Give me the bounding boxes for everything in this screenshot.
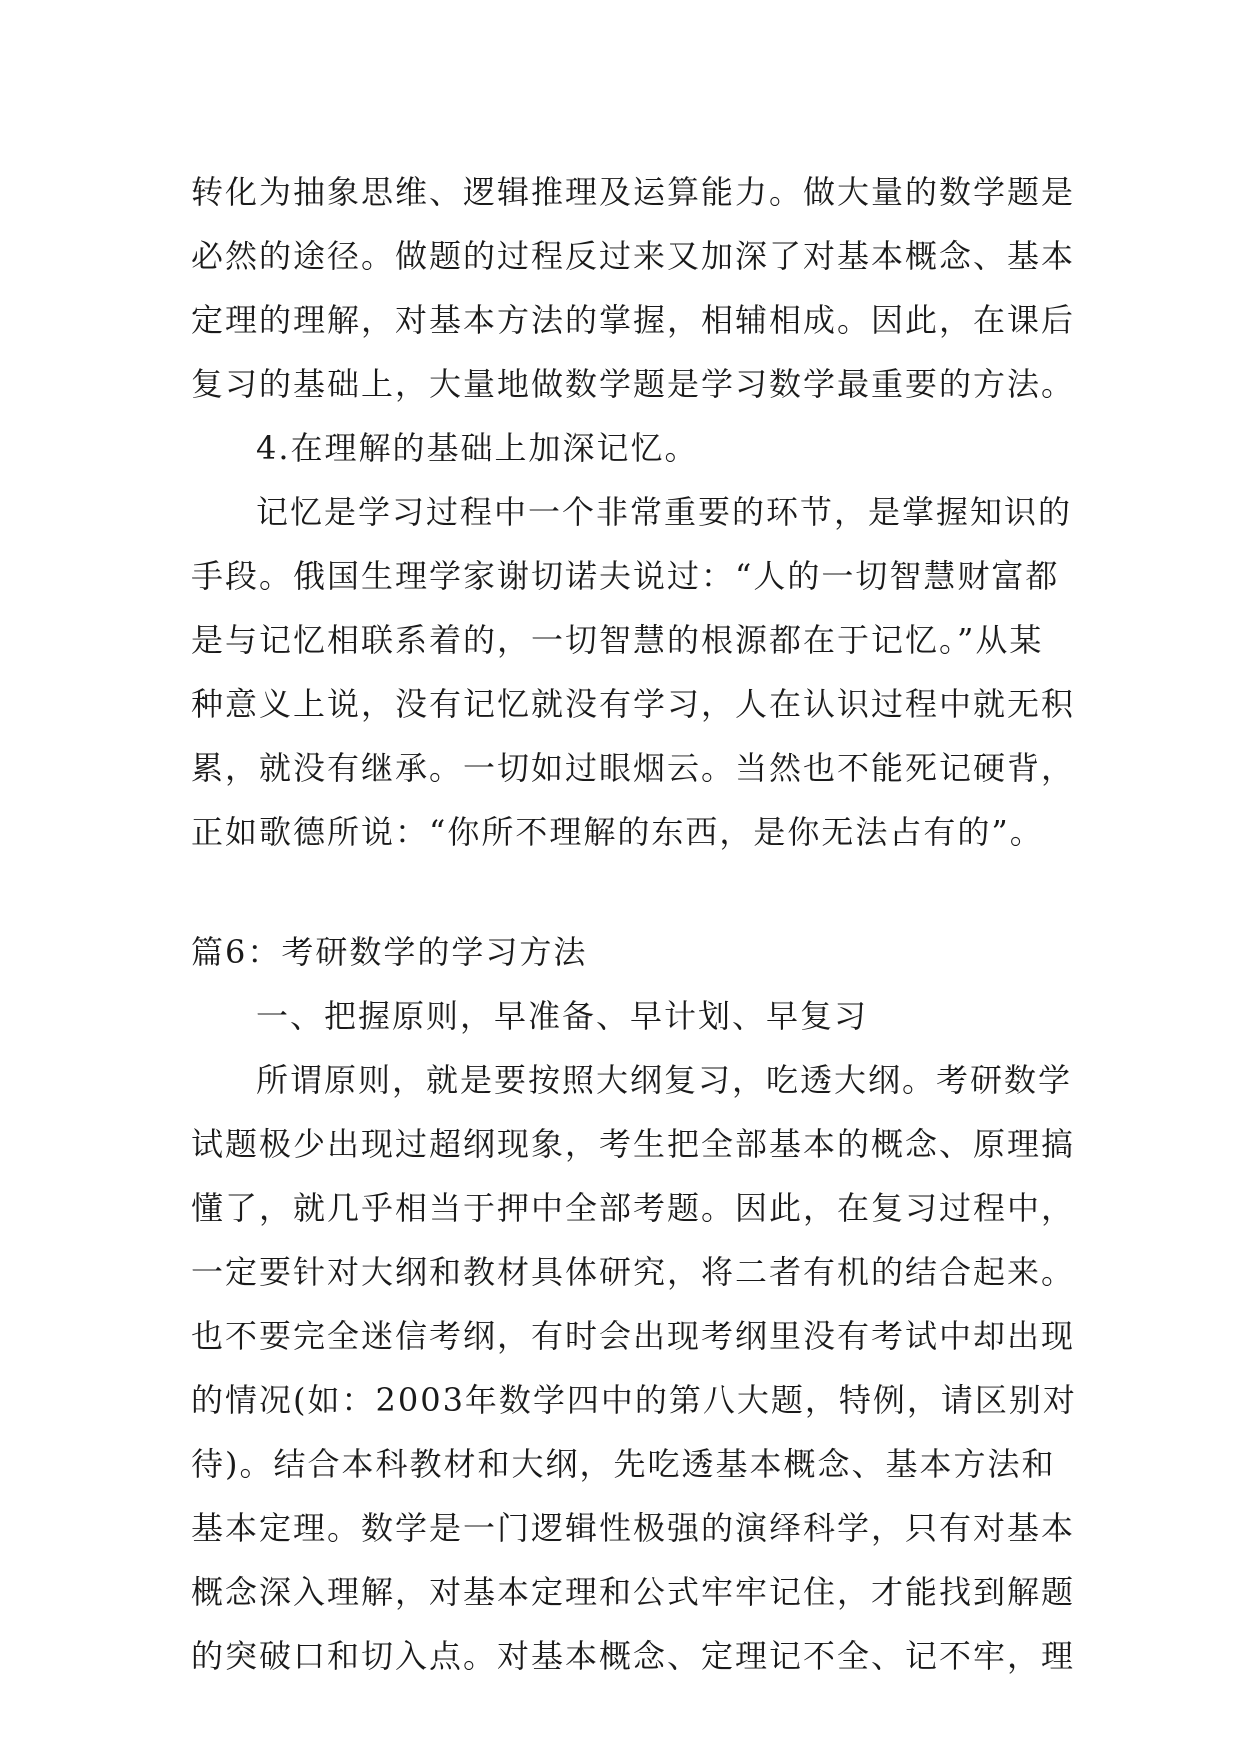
paragraph-line: 懂了，就几乎相当于押中全部考题。因此，在复习过程中， xyxy=(191,1189,1076,1227)
paragraph-line: 的突破口和切入点。对基本概念、定理记不全、记不牢，理 xyxy=(191,1637,1076,1675)
paragraph-line: 定理的理解，对基本方法的掌握，相辅相成。因此，在课后 xyxy=(191,301,1076,339)
section-gap xyxy=(191,864,1071,920)
paragraph-line: 手段。俄国生理学家谢切诺夫说过：“人的一切智慧财富都 xyxy=(191,557,1060,595)
paragraph-line: 一定要针对大纲和教材具体研究，将二者有机的结合起来。 xyxy=(191,1253,1076,1291)
paragraph-line: 记忆是学习过程中一个非常重要的环节，是掌握知识的 xyxy=(256,493,1073,531)
item-title: 4.在理解的基础上加深记忆。 xyxy=(256,429,699,467)
paragraph-line: 概念深入理解，对基本定理和公式牢牢记住，才能找到解题 xyxy=(191,1573,1076,1611)
paragraph-line: 是与记忆相联系着的，一切智慧的根源都在于记忆。”从某 xyxy=(191,621,1044,659)
document-body xyxy=(191,160,1077,1688)
paragraph-line: 也不要完全迷信考纲，有时会出现考纲里没有考试中却出现 xyxy=(191,1317,1076,1355)
paragraph-line: 的情况(如：2003年数学四中的第八大题，特例，请区别对 xyxy=(191,1381,1077,1419)
paragraph-line: 累，就没有继承。一切如过眼烟云。当然也不能死记硬背， xyxy=(191,749,1076,787)
paragraph-line: 复习的基础上，大量地做数学题是学习数学最重要的方法。 xyxy=(191,365,1076,403)
paragraph-line: 基本定理。数学是一门逻辑性极强的演绎科学，只有对基本 xyxy=(191,1509,1076,1547)
paragraph-line: 所谓原则，就是要按照大纲复习，吃透大纲。考研数学 xyxy=(256,1061,1073,1099)
paragraph-line: 转化为抽象思维、逻辑推理及运算能力。做大量的数学题是 xyxy=(191,173,1076,211)
section-subheading: 一、把握原则，早准备、早计划、早复习 xyxy=(256,997,869,1035)
paragraph-line: 试题极少出现过超纲现象，考生把全部基本的概念、原理搞 xyxy=(191,1125,1076,1163)
paragraph-line: 必然的途径。做题的过程反过来又加深了对基本概念、基本 xyxy=(191,237,1076,275)
paragraph-line: 正如歌德所说：“你所不理解的东西，是你无法占有的”。 xyxy=(191,813,1044,851)
paragraph-line: 待)。结合本科教材和大纲，先吃透基本概念、基本方法和 xyxy=(191,1445,1056,1483)
paragraph-line: 种意义上说，没有记忆就没有学习，人在认识过程中就无积 xyxy=(191,685,1076,723)
section-heading: 篇6：考研数学的学习方法 xyxy=(191,933,588,971)
